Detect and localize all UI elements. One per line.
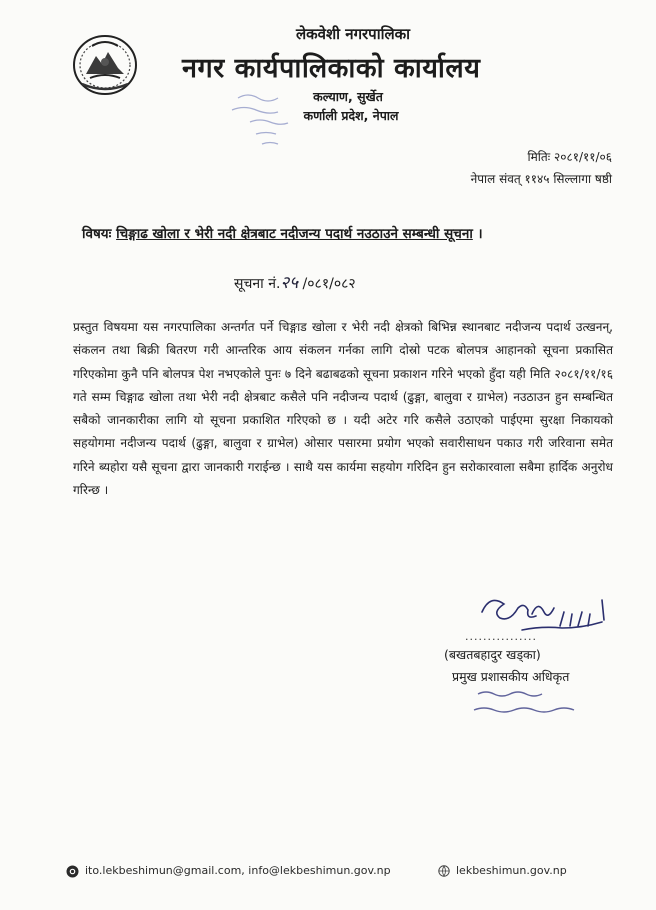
email-icon [66, 865, 79, 878]
office-stamp-icon [226, 84, 314, 154]
address-line-2: कर्णाली प्रदेश, नेपाल [303, 108, 399, 123]
nepal-sambat-date: नेपाल संवत् ११४५ सिल्लागा षष्ठी [470, 172, 612, 186]
municipality-name: लेकवेशी नगरपालिका [295, 25, 411, 43]
notice-number [234, 270, 356, 293]
notice-body: प्रस्तुत विषयमा यस नगरपालिका अन्तर्गत पर्ने चिङ्गाड खोला र भेरी नदी क्षेत्रको बिभिन्न स्थानबाट नदीजन्य पदार्थ उत्खनन्, संकलन तथा बिक्री बितरण गरी आन्तरिक आय संकलन गर्नका लागि दोस्रो पटक बोलपत्र आहानको सूचना प्रकासित गरिएकोमा कुनै पनि बोलपत्र पेश नभएकोले पुनः ७ दिने बढाबढको सूचना प्रकाशन गरिने भएको हुँदा यही मिति २०८१/११/१६ गते सम्म चिङ्गाढ खोला तथा भेरी नदी क्षेत्रबाट कसैले पनि नदीजन्य पदार्थ (ढुङ्गा, बालुवा र ग्राभेल) नउठाउन हुन सम्बन्धित सबैको जानकारीका लागि यो सूचना प्रकाशित गरिएको छ । यदी अटेर गरि कसैले उठाएको पाईएमा सुरक्षा निकायको सहयोगमा नदीजन्य पदार्थ (ढुङ्गा, बालुवा र ग्राभेल) ओसार पसारमा प्रयोग भएको सवारीसाधन पकाउ गरी जरिवाना समेत गरिने ब्यहोरा यसै सूचना द्वारा जानकारी गराईन्छ । साथै यस कार्यमा सहयोग गरिदिन हुन सरोकारवाला सबैमा हार्दिक अनुरोध गरिन्छ । [73, 320, 613, 498]
subject-label: विषयः [82, 226, 112, 242]
footer [66, 860, 586, 884]
signatory-title: प्रमुख प्रशासकीय अधिकृत [452, 669, 570, 684]
address-line-1: कल्याण, सुर्खेत [313, 89, 383, 104]
footer-website-text: lekbeshimun.gov.np [456, 864, 567, 877]
footer-website[interactable] [438, 864, 567, 877]
designation-stamp-icon [468, 680, 588, 720]
signature-line: ................ [465, 630, 537, 643]
subject-text: चिङ्गाढ खोला र भेरी नदी क्षेत्रबाट नदीजन्य पदार्थ नउठाउने सम्बन्धी सूचना [116, 226, 473, 242]
office-title: नगर कार्यपालिकाको कार्यालय [182, 53, 481, 84]
globe-icon [438, 865, 450, 877]
notice-number-suffix: /०८१/०८२ [298, 276, 356, 292]
footer-email-text: ito.lekbeshimun@gmail.com, info@lekbeshimun.gov.np [85, 864, 391, 877]
signatory-name: (बखतबहादुर खड्का) [444, 647, 541, 662]
subject-line [82, 224, 483, 242]
notice-number-prefix: सूचना नं. [234, 276, 281, 292]
notice-number-handwritten: २५ [280, 273, 299, 293]
footer-email[interactable] [66, 864, 391, 878]
subject-end: । [472, 226, 483, 242]
date-line: मितिः २०८१/११/०६ [527, 150, 612, 164]
